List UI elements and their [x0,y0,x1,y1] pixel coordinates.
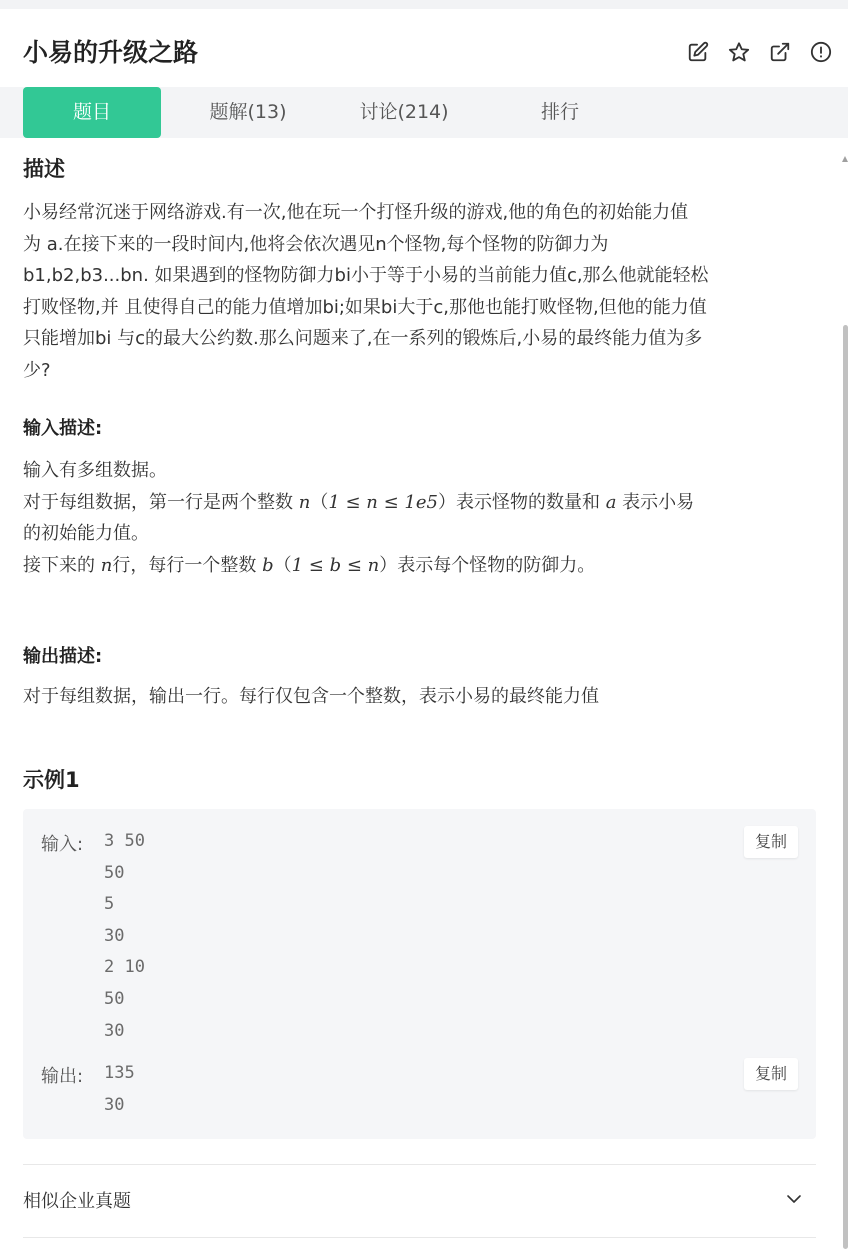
header-actions [687,41,832,63]
external-link-icon[interactable] [769,41,791,63]
description-line: 少? [23,359,51,381]
description-line: 打败怪物,并 且使得自己的能力值增加bi;如果bi大于c,那他也能打败怪物,但他的能力值 [23,296,707,318]
input-desc-text [23,455,818,581]
description-heading: 描述 [23,157,65,181]
description-line: b1,b2,b3...bn. 如果遇到的怪物防御力bi小于等于小易的当前能力值c,那么他就能轻松 [23,265,709,286]
input-desc-line: 对于每组数据，第一行是两个整数 n（1 ≤ n ≤ 1e5）表示怪物的数量和 a 表示小易 [23,491,695,513]
example-output[interactable] [104,1058,135,1121]
example-input-label: 输入: [41,834,84,855]
input-desc-line: 的初始能力值。 [23,523,149,544]
problem-tabs [0,87,848,138]
example-output-line: 30 [104,1094,125,1115]
output-desc-text: 对于每组数据，输出一行。每行仅包含一个整数，表示小易的最终能力值 [23,686,599,707]
scroll-up-icon[interactable] [842,156,848,162]
similar-questions-toggle[interactable] [23,1165,816,1237]
example-input[interactable] [104,826,145,1047]
tab-discussion[interactable]: 讨论(214) [359,101,449,123]
similar-questions-label: 相似企业真题 [23,1191,131,1212]
scrollbar-thumb[interactable] [843,325,848,1249]
top-strip [0,0,848,9]
example-box [23,809,816,1139]
star-icon[interactable] [728,41,750,63]
alert-icon[interactable] [810,41,832,63]
output-desc-heading: 输出描述: [23,646,103,667]
chevron-down-icon [786,1191,802,1207]
example-input-line: 30 [104,925,125,946]
description-line: 只能增加bi 与c的最大公约数.那么问题来了,在一系列的锻炼后,小易的最终能力值为多 [23,328,703,349]
description-text [23,197,818,386]
example-heading: 示例1 [23,768,80,792]
example-input-line: 3 50 [104,831,145,851]
input-desc-line: 接下来的 n行，每行一个整数 b（1 ≤ b ≤ n）表示每个怪物的防御力。 [23,554,596,576]
tab-problem[interactable]: 题目 [23,87,161,138]
copy-output-button[interactable]: 复制 [744,1058,798,1090]
example-input-line: 2 10 [104,957,145,978]
tab-ranking[interactable]: 排行 [540,101,579,123]
edit-icon[interactable] [687,41,709,63]
problem-header [0,9,848,87]
copy-input-button[interactable]: 复制 [744,826,798,858]
input-desc-heading: 输入描述: [23,418,103,439]
tab-solutions[interactable]: 题解(13) [209,101,287,123]
description-line: 为 a.在接下来的一段时间内,他将会依次遇见n个怪物,每个怪物的防御力为 [23,233,609,255]
example-output-label: 输出: [41,1066,84,1087]
divider [23,1237,816,1238]
description-line: 小易经常沉迷于网络游戏.有一次,他在玩一个打怪升级的游戏,他的角色的初始能力值 [23,202,689,223]
example-output-line: 135 [104,1063,135,1083]
example-input-line: 30 [104,1020,125,1041]
example-input-line: 50 [104,988,125,1009]
example-input-line: 50 [104,862,125,883]
problem-title: 小易的升级之路 [23,38,199,67]
input-desc-line: 输入有多组数据。 [23,460,167,481]
example-input-line: 5 [104,894,115,915]
